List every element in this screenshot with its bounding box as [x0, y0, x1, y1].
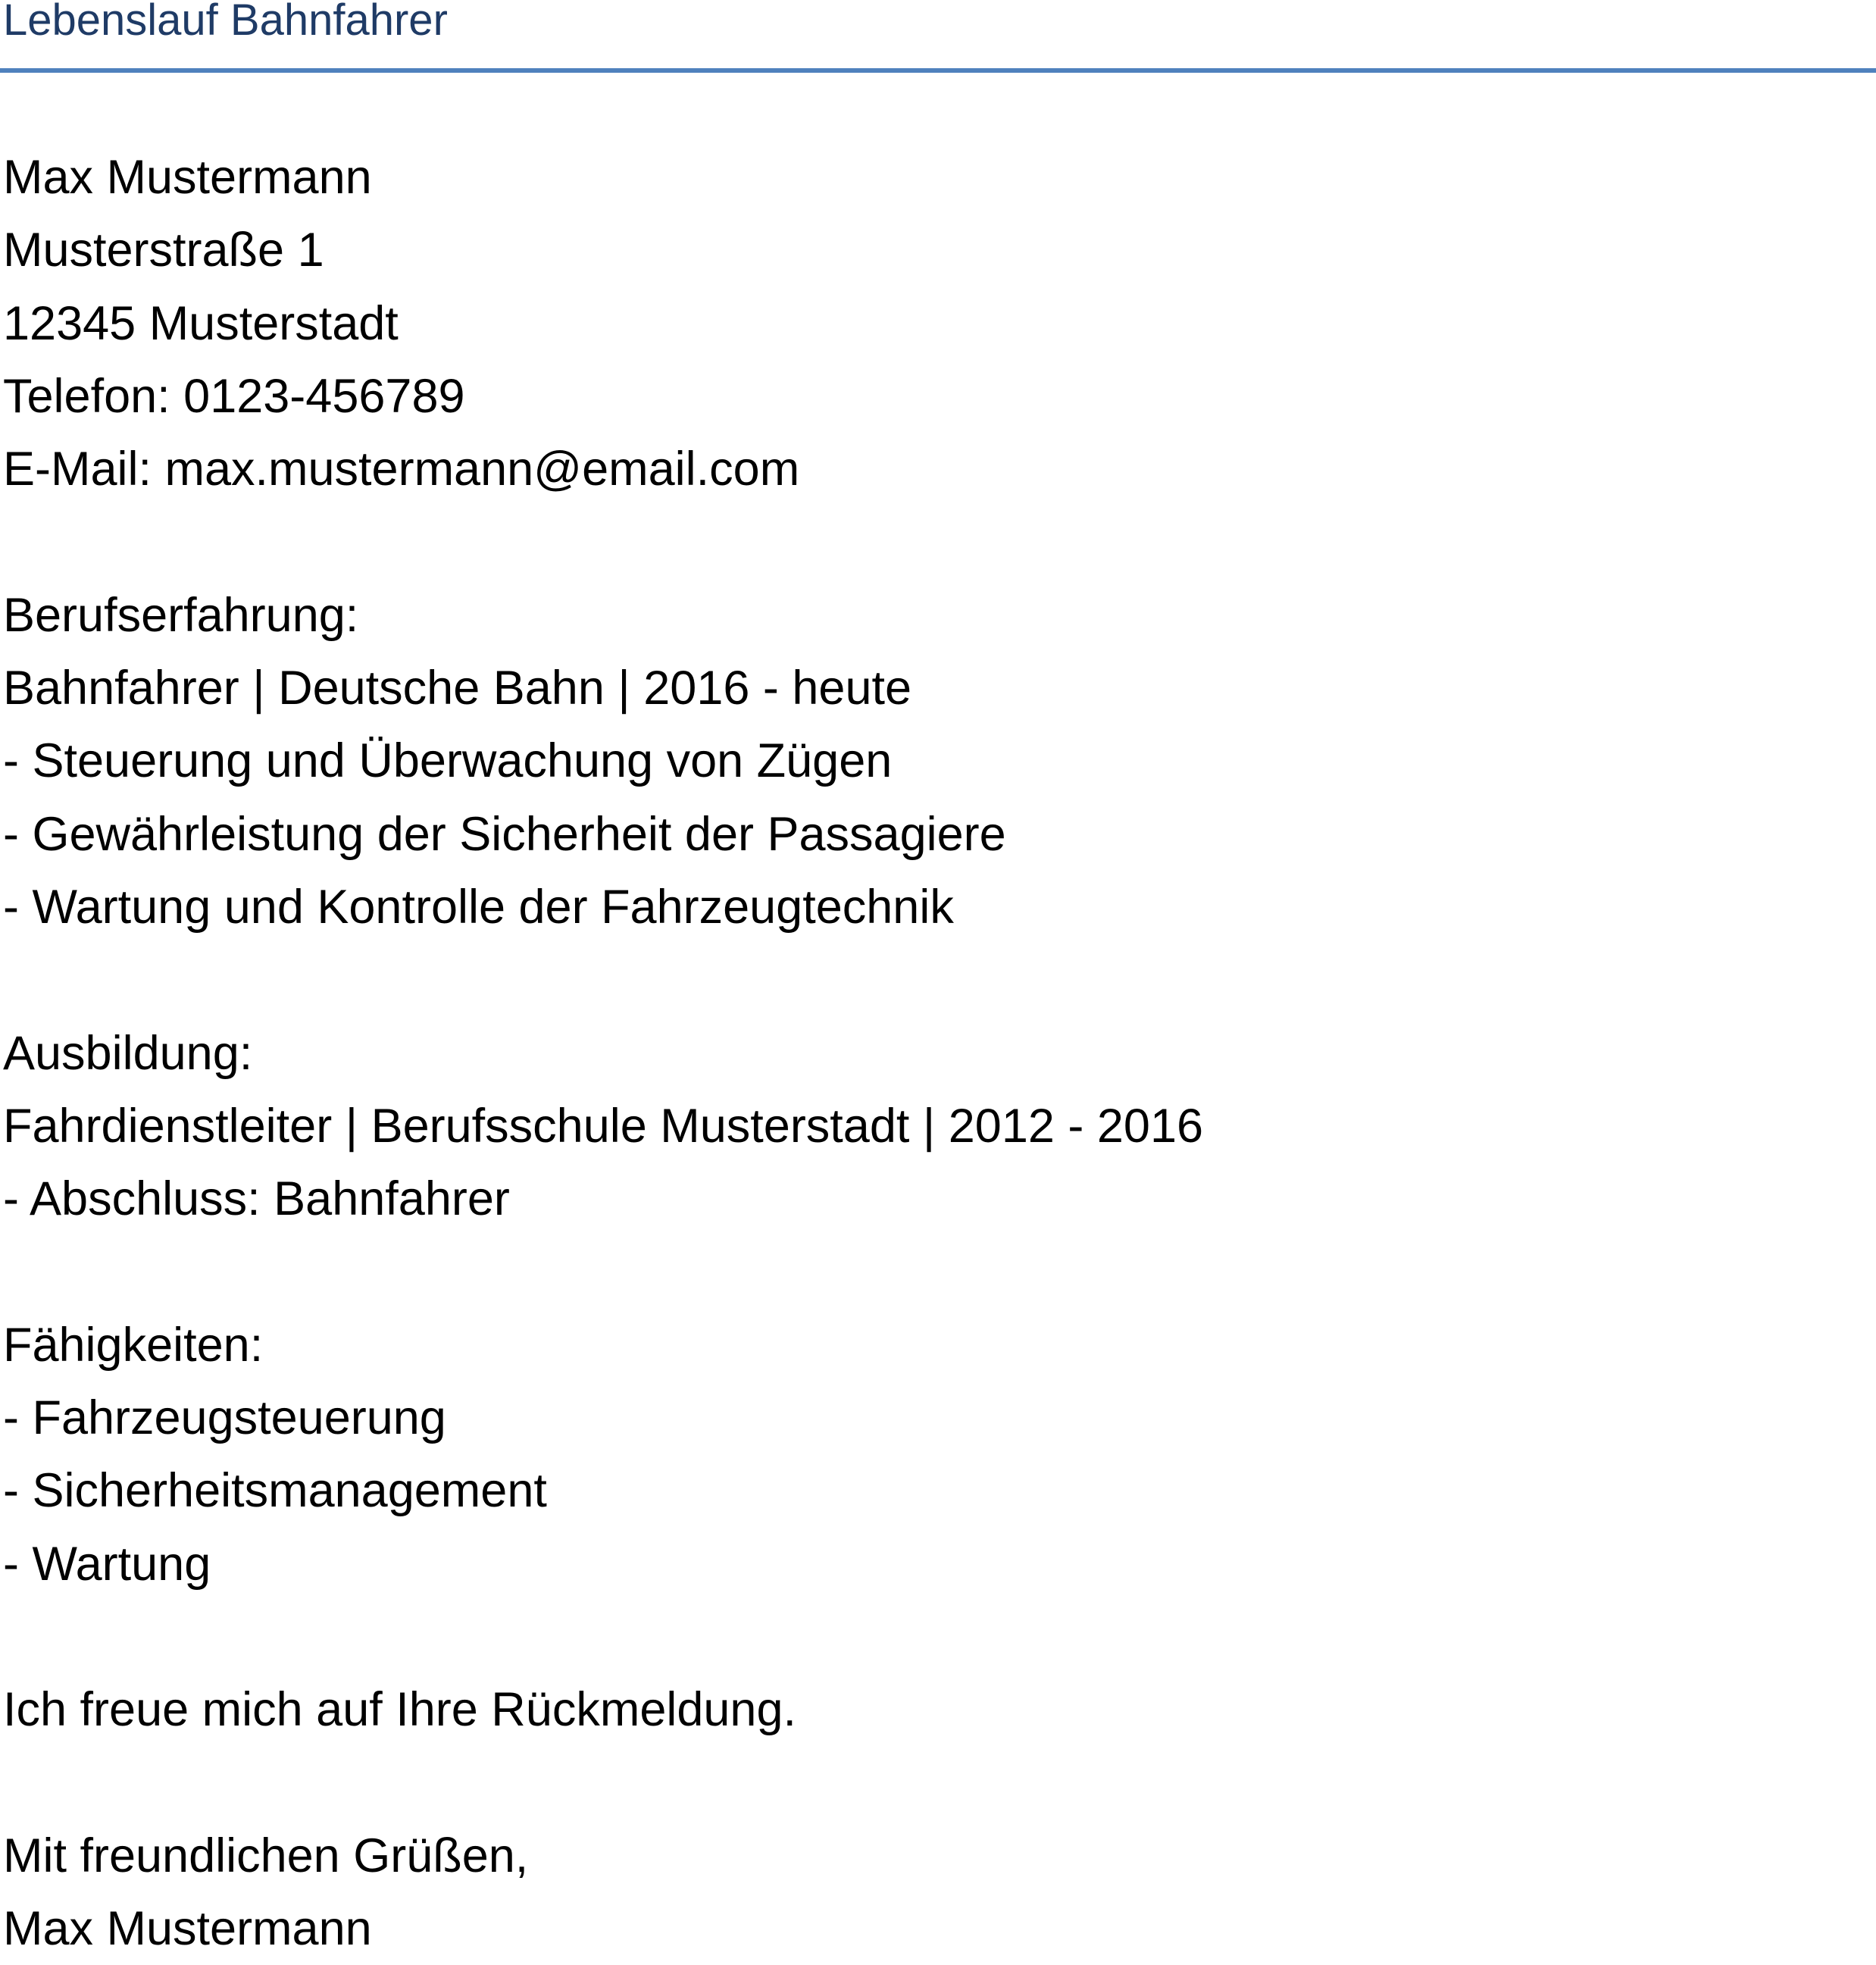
greeting: Mit freundlichen Grüßen, — [3, 1829, 529, 1882]
experience-entry: Bahnfahrer | Deutsche Bahn | 2016 - heute — [3, 662, 912, 715]
signature-name: Max Mustermann — [3, 1902, 372, 1956]
contact-name: Max Mustermann — [3, 151, 372, 204]
contact-city: 12345 Musterstadt — [3, 296, 399, 350]
document-title: Lebenslauf Bahnfahrer — [3, 0, 448, 45]
experience-heading: Berufserfahrung: — [3, 588, 359, 642]
experience-item: - Gewährleistung der Sicherheit der Passagiere — [3, 807, 1006, 861]
contact-phone: Telefon: 0123-456789 — [3, 369, 465, 423]
education-heading: Ausbildung: — [3, 1026, 253, 1080]
skills-heading: Fähigkeiten: — [3, 1318, 264, 1372]
contact-street: Musterstraße 1 — [3, 224, 324, 277]
closing-sentence: Ich freue mich auf Ihre Rückmeldung. — [3, 1683, 797, 1737]
experience-item: - Wartung und Kontrolle der Fahrzeugtechnik — [3, 880, 954, 934]
spacer — [3, 943, 1867, 1016]
experience-item: - Steuerung und Überwachung von Zügen — [3, 734, 893, 788]
skills-item: - Fahrzeugsteuerung — [3, 1391, 446, 1445]
document-body — [3, 141, 1867, 1965]
spacer — [3, 1747, 1867, 1820]
title-underline — [0, 68, 1876, 73]
spacer — [3, 1600, 1867, 1673]
skills-item: - Sicherheitsmanagement — [3, 1464, 547, 1518]
skills-item: - Wartung — [3, 1537, 211, 1591]
contact-email: E-Mail: max.mustermann@email.com — [3, 443, 800, 496]
education-entry: Fahrdienstleiter | Berufsschule Musterstadt | 2012 - 2016 — [3, 1099, 1204, 1153]
spacer — [3, 1235, 1867, 1308]
spacer — [3, 505, 1867, 578]
education-item: - Abschluss: Bahnfahrer — [3, 1172, 510, 1226]
